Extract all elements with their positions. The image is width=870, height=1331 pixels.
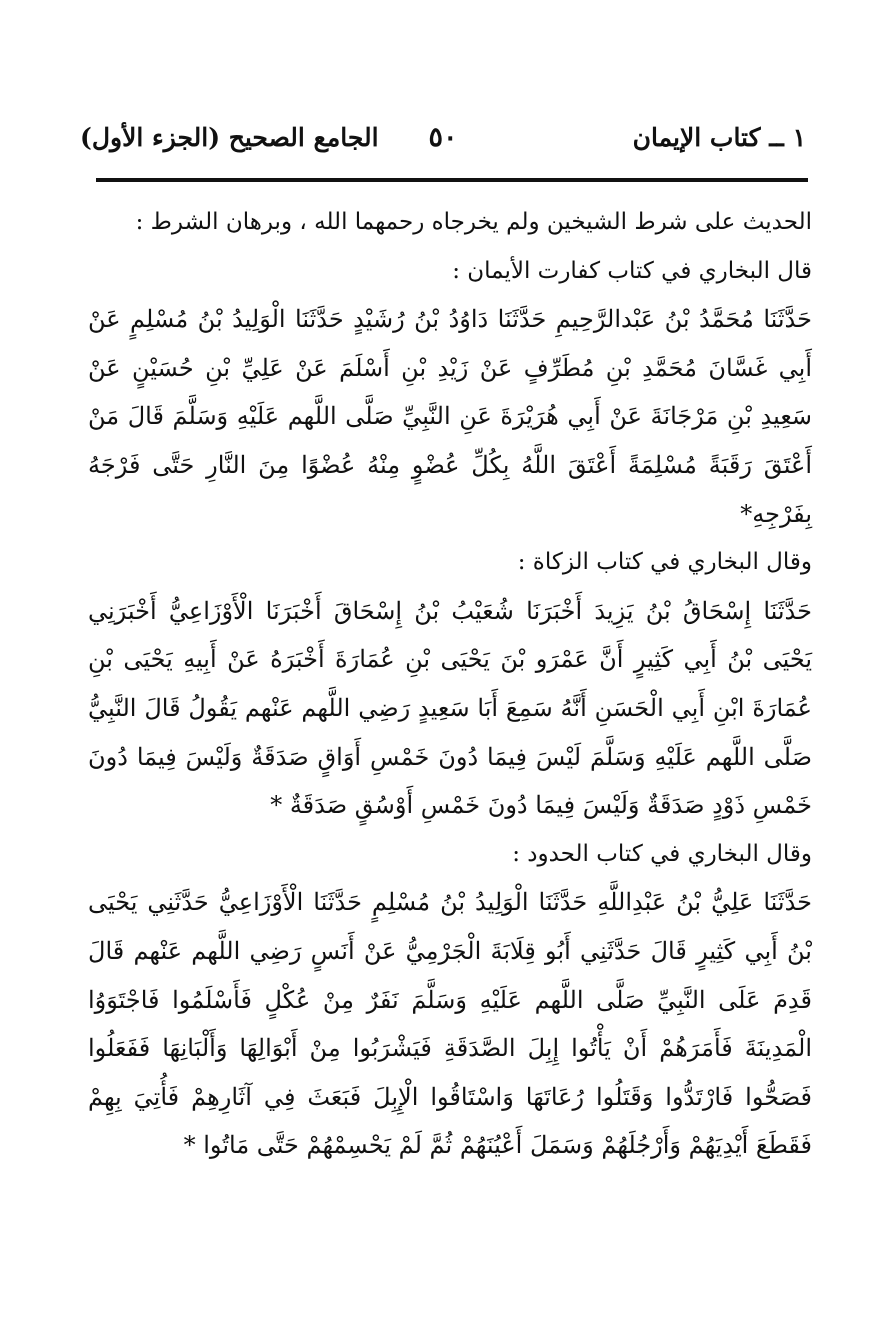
header-divider xyxy=(96,178,808,182)
hadith-text: حَدَّثَنَا إِسْحَاقُ بْنُ يَزِيدَ أَخْبَرَنَا شُعَيْبُ بْنُ إِسْحَاقَ أَخْبَرَنَا الْأَوْزَاعِيُّ أَخْبَرَنِي يَحْيَى بْنُ أَبِي كَثِيرٍ أَنَّ عَمْرَو بْنَ يَحْيَى بْنِ عُمَارَةَ أَخْبَرَهُ عَنْ أَبِيهِ يَحْيَى بْنِ عُمَارَةَ ابْنِ أَبِي الْحَسَنِ أَنَّهُ سَمِعَ أَبَا سَعِيدٍ رَضِي اللَّهم عَنْهم يَقُولُ قَالَ النَّبِيُّ صَلَّى اللَّهم عَلَيْهِ وَسَلَّمَ لَيْسَ فِيمَا دُونَ خَمْسِ أَوَاقٍ صَدَقَةٌ وَلَيْسَ فِيمَا دُونَ خَمْسِ ذَوْدٍ صَدَقَةٌ وَلَيْسَ فِيمَا دُونَ خَمْسِ أَوْسُقٍ صَدَقَةٌ * xyxy=(88,596,812,820)
page-body xyxy=(88,198,812,1170)
page-header xyxy=(80,114,806,160)
hadith-text: حَدَّثَنَا مُحَمَّدُ بْنُ عَبْدالرَّحِيمِ حَدَّثَنَا دَاوُدُ بْنُ رُشَيْدٍ حَدَّثَنَا الْوَلِيدُ بْنُ مُسْلِمٍ عَنْ أَبِي غَسَّانَ مُحَمَّدِ بْنِ مُطَرِّفٍ عَنْ زَيْدِ بْنِ أَسْلَمَ عَنْ عَلِيِّ بْنِ حُسَيْنٍ عَنْ سَعِيدِ بْنِ مَرْجَانَةَ عَنْ أَبِي هُرَيْرَةَ عَنِ النَّبِيِّ صَلَّى اللَّهم عَلَيْهِ وَسَلَّمَ قَالَ مَنْ أَعْتَقَ رَقَبَةً مُسْلِمَةً أَعْتَقَ اللَّهُ بِكُلِّ عُضْوٍ مِنْهُ عُضْوًا مِنَ النَّارِ حَتَّى فَرْجَهُ بِفَرْجِهِ* xyxy=(88,305,812,528)
book-title: الجامع الصحيح (الجزء الأول) xyxy=(80,122,379,152)
source-heading: قال البخاري في كتاب كفارت الأيمان : xyxy=(452,257,812,284)
intro-line: الحديث على شرط الشيخين ولم يخرجاه رحمهما الله ، وبرهان الشرط : xyxy=(135,209,812,235)
page-number: ٥٠ xyxy=(428,121,458,153)
source-heading: وقال البخاري في كتاب الحدود : xyxy=(512,840,812,867)
hadith-text: حَدَّثَنَا عَلِيُّ بْنُ عَبْدِاللَّهِ حَدَّثَنَا الْوَلِيدُ بْنُ مُسْلِمٍ حَدَّثَنَا الْأَوْزَاعِيُّ حَدَّثَنِي يَحْيَى بْنُ أَبِي كَثِيرٍ قَالَ حَدَّثَنِي أَبُو قِلَابَةَ الْجَرْمِيُّ عَنْ أَنَسٍ رَضِي اللَّهم عَنْهم قَالَ قَدِمَ عَلَى النَّبِيِّ صَلَّى اللَّهم عَلَيْهِ وَسَلَّمَ نَفَرٌ مِنْ عُكْلٍ فَأَسْلَمُوا فَاجْتَوَوُا الْمَدِينَةَ فَأَمَرَهُمْ أَنْ يَأْتُوا إِبِلَ الصَّدَقَةِ فَيَشْرَبُوا مِنْ أَبْوَالِهَا وَأَلْبَانِهَا فَفَعَلُوا فَصَحُّوا فَارْتَدُّوا وَقَتَلُوا رُعَاتَهَا وَاسْتَاقُوا الْإِبِلَ فَبَعَثَ فِي آثَارِهِمْ فَأُتِيَ بِهِمْ فَقَطَعَ أَيْدِيَهُمْ وَأَرْجُلَهُمْ وَسَمَلَ أَعْيُنَهُمْ ثُمَّ لَمْ يَحْسِمْهُمْ حَتَّى مَاتُوا * xyxy=(88,888,812,1160)
chapter-title: ١ ــ كتاب الإيمان xyxy=(632,122,806,152)
source-heading: وقال البخاري في كتاب الزكاة : xyxy=(517,549,812,576)
